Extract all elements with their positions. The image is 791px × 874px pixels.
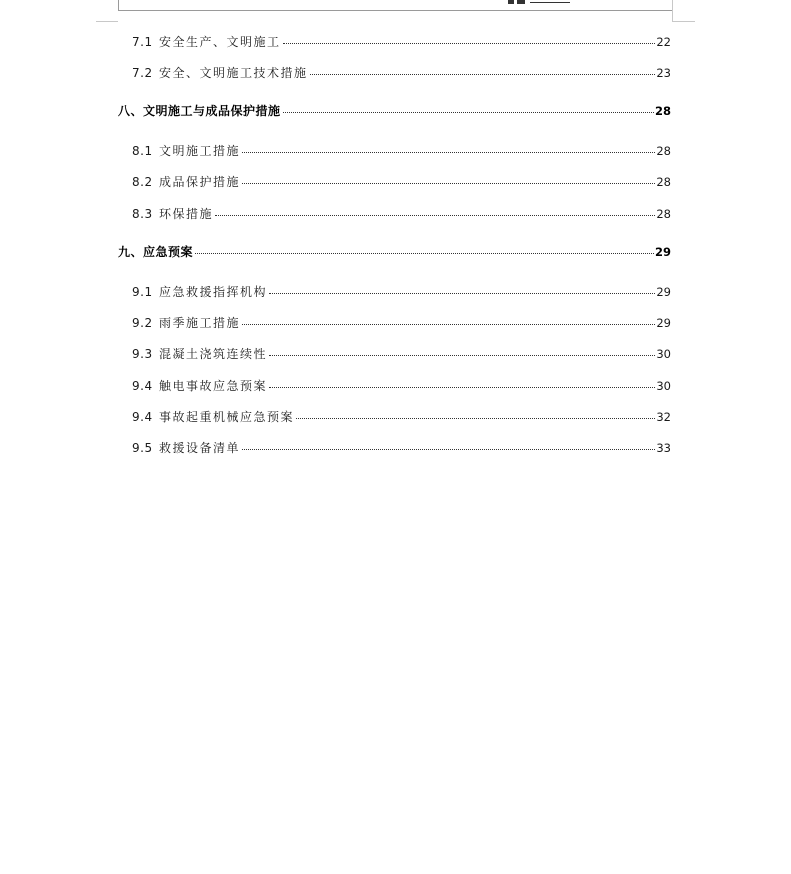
toc-dot-leader xyxy=(242,449,655,450)
toc-entry-title: 安全、文明施工技术措施 xyxy=(159,66,308,80)
toc-entry-page: 30 xyxy=(656,347,671,361)
toc-chapter-title: 八、文明施工与成品保护措施 xyxy=(118,104,281,118)
toc-dot-leader xyxy=(195,253,654,254)
toc-entry[interactable] xyxy=(132,33,671,50)
toc-dot-leader xyxy=(283,43,656,44)
toc-entry[interactable] xyxy=(132,173,671,190)
header-rule xyxy=(118,10,672,11)
toc-dot-leader xyxy=(269,355,655,356)
crop-mark-top-left-horizontal xyxy=(96,21,118,22)
toc-entry-title: 混凝土浇筑连续性 xyxy=(159,347,268,361)
toc-entry-number: 9.4 xyxy=(132,379,153,393)
toc-entry-page: 29 xyxy=(656,316,671,330)
toc-chapter-title: 九、应急预案 xyxy=(118,245,194,259)
toc-entry[interactable] xyxy=(132,205,671,222)
toc-dot-leader xyxy=(269,387,655,388)
toc-entry-number: 9.2 xyxy=(132,316,153,330)
toc-dot-leader xyxy=(242,152,655,153)
toc-entry[interactable] xyxy=(132,345,671,362)
crop-mark-top-right xyxy=(672,0,673,22)
toc-entry-page: 22 xyxy=(656,35,671,49)
toc-entry[interactable] xyxy=(132,283,671,300)
toc-dot-leader xyxy=(242,183,655,184)
toc-entry-page: 28 xyxy=(656,144,671,158)
toc-entry-number: 8.2 xyxy=(132,175,153,189)
toc-entry-title: 应急救援指挥机构 xyxy=(159,285,268,299)
toc-entry[interactable] xyxy=(132,314,671,331)
toc-dot-leader xyxy=(269,293,655,294)
toc-entry-number: 8.3 xyxy=(132,207,153,221)
toc-entry-number: 7.1 xyxy=(132,35,153,49)
toc-entry-number: 8.1 xyxy=(132,144,153,158)
toc-entry-page: 29 xyxy=(654,245,671,259)
toc-dot-leader xyxy=(310,74,656,75)
header-logo-fragment xyxy=(508,0,570,4)
toc-entry-number: 9.5 xyxy=(132,441,153,455)
toc-entry[interactable] xyxy=(132,64,671,81)
toc-entry-title: 事故起重机械应急预案 xyxy=(159,410,295,424)
toc-entry-page: 30 xyxy=(656,379,671,393)
toc-entry-title: 触电事故应急预案 xyxy=(159,379,268,393)
crop-mark-top-right-horizontal xyxy=(673,21,695,22)
toc-dot-leader xyxy=(296,418,655,419)
toc-entry-number: 9.1 xyxy=(132,285,153,299)
toc-dot-leader xyxy=(215,215,655,216)
toc-entry-title: 文明施工措施 xyxy=(159,144,241,158)
toc-entry[interactable] xyxy=(132,439,671,456)
toc-entry-number: 7.2 xyxy=(132,66,153,80)
toc-entry-page: 28 xyxy=(656,207,671,221)
toc-entry-number: 9.3 xyxy=(132,347,153,361)
toc-entry-title: 安全生产、文明施工 xyxy=(159,35,281,49)
toc-dot-leader xyxy=(242,324,655,325)
toc-entry-page: 32 xyxy=(656,410,671,424)
toc-entry[interactable] xyxy=(132,142,671,159)
toc-chapter-entry[interactable] xyxy=(118,243,671,260)
crop-mark-top-left xyxy=(118,0,119,10)
toc-entry-page: 28 xyxy=(656,175,671,189)
toc-chapter-entry[interactable] xyxy=(118,102,671,119)
toc-entry-title: 成品保护措施 xyxy=(159,175,241,189)
toc-entry-page: 33 xyxy=(656,441,671,455)
toc-entry-number: 9.4 xyxy=(132,410,153,424)
toc-entry-title: 环保措施 xyxy=(159,207,214,221)
toc-entry-page: 23 xyxy=(656,66,671,80)
toc-entry-page: 28 xyxy=(654,104,671,118)
toc-entry[interactable] xyxy=(132,377,671,394)
toc-entry-title: 雨季施工措施 xyxy=(159,316,241,330)
toc-entry-title: 救援设备清单 xyxy=(159,441,241,455)
toc-dot-leader xyxy=(283,112,654,113)
toc-entry-page: 29 xyxy=(656,285,671,299)
toc-entry[interactable] xyxy=(132,408,671,425)
